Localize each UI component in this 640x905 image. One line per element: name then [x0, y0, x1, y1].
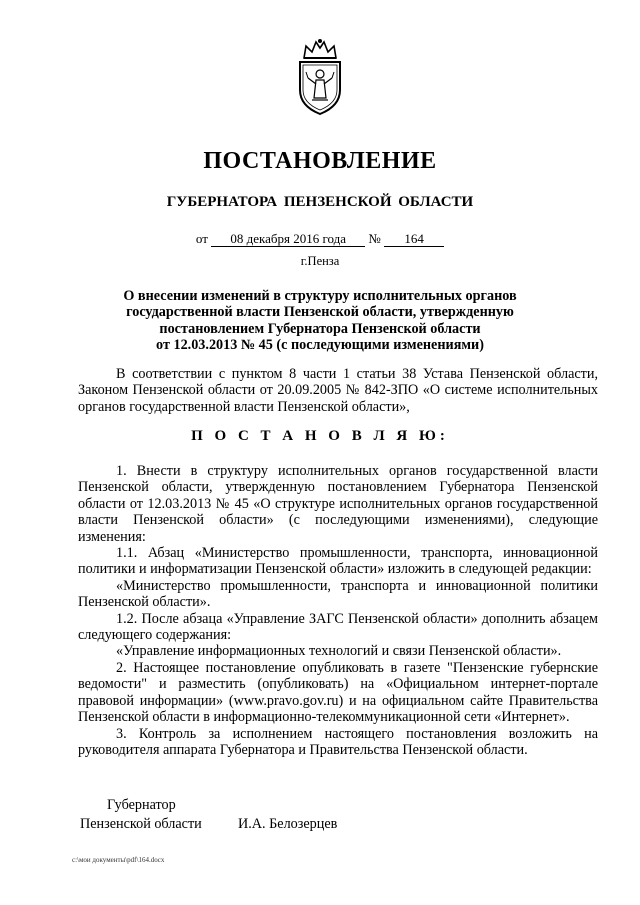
document-date: 08 декабря 2016 года	[211, 231, 365, 247]
decree-word: П О С Т А Н О В Л Я Ю:	[191, 428, 449, 444]
issuer-title: ГУБЕРНАТОРА ПЕНЗЕНСКОЙ ОБЛАСТИ	[166, 194, 474, 210]
signature-region: Пензенской области	[80, 816, 202, 832]
date-prefix: от	[195, 231, 208, 246]
heading-line: постановлением Губернатора Пензенской области	[159, 320, 481, 337]
heading-line: от 12.03.2013 № 45 (с последующими изменениями)	[156, 337, 484, 354]
paragraph-3: 3. Контроль за исполнением настоящего постановления возложить на руководителя аппарата Губернатора и Правительства Пензенской области.	[78, 725, 598, 758]
paragraph-1-1: 1.1. Абзац «Министерство промышленности, транспорта, инновационной политики и информатизации Пензенской области» изложить в следующей редакции:	[78, 545, 598, 578]
intro-paragraph: В соответствии с пунктом 8 части 1 статьи 38 Устава Пензенской области, Законом Пензенской области от 20.09.2005 № 842-ЗПО «О системе исполнительных органов государственной власти Пензенской области»,	[78, 366, 598, 415]
signature-title: Губернатор	[107, 797, 176, 813]
decree-body	[78, 463, 598, 758]
file-path: c:\мои документы\pdf\164.docx	[72, 856, 165, 864]
paragraph-1-2-text: «Управление информационных технологий и связи Пензенской области».	[116, 643, 562, 660]
paragraph-1-1-text: «Министерство промышленности, транспорта и инновационной политики Пензенской области».	[78, 577, 598, 611]
paragraph-2: 2. Настоящее постановление опубликовать в газете "Пензенские губернские ведомости" и разместить (опубликовать) на «Официальном интернет-портале правовой информации» (www.pravo.gov.ru) и на официальном сайте Правительства Пензенской области в информационно-телекоммуникационной сети «Интернет».	[78, 659, 598, 726]
number-label: №	[368, 231, 381, 246]
signature-name: И.А. Белозерцев	[238, 816, 338, 832]
heading-line: О внесении изменений в структуру исполнительных органов	[123, 288, 517, 304]
coat-of-arms-emblem	[290, 38, 350, 116]
intro-section	[78, 366, 598, 415]
document-number: 164	[384, 231, 444, 247]
paragraph-1: 1. Внести в структуру исполнительных органов государственной власти Пензенской области, утвержденную постановлением Губернатора Пензенской области от 12.03.2013 № 45 «О структуре исполнительных органов государственной власти Пензенской области» (с последующими изменениями), следующие изменения:	[78, 463, 598, 545]
date-number-line	[0, 231, 640, 247]
paragraph-1-2: 1.2. После абзаца «Управление ЗАГС Пензенской области» дополнить абзацем следующего содержания:	[78, 610, 598, 644]
document-heading	[100, 288, 540, 354]
city-name: г.Пенза	[300, 254, 340, 268]
document-title: ПОСТАНОВЛЕНИЕ	[203, 148, 437, 174]
heading-line: государственной власти Пензенской области, утвержденную	[126, 304, 514, 321]
